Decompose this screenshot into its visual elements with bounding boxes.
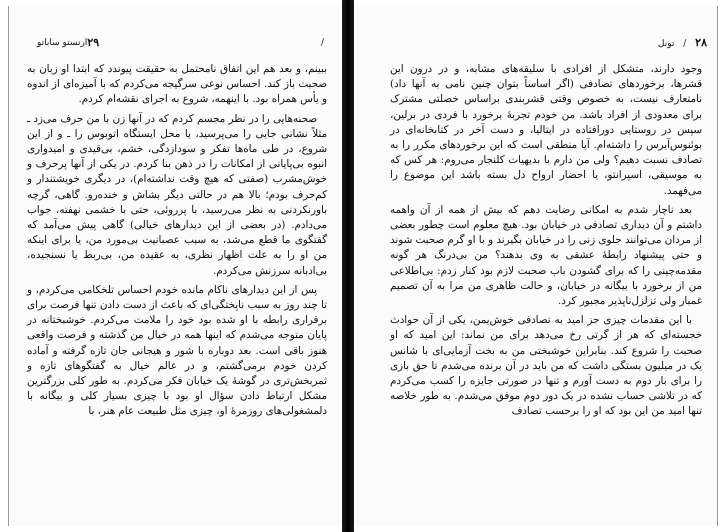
right-page-text xyxy=(390,62,702,424)
header-separator: / xyxy=(320,38,324,48)
right-page-header xyxy=(386,36,707,50)
paragraph: با این مقدمات چیزی جز امید به تصادفی خوش‌یمن، یکی از آن حوادث خجسته‌ای که هر از گرتی رخ می‌دهد برای من نماند: این امید که او صحبت را شروع کند. بنابراین خوشبختی من به بخت آزمایی‌ای با شانس یک در میلیون بستگی داشت که من باید در آن برنده می‌شدم تا حق بازی را برای بار دوم به دست آورم و تنها در صورتی جایزه را کسب می‌کردم که در تلاشی حساب نشده در یک دور دوم موفق می‌شدم. به طور خلاصه تنها امید من این بود که او را برحسب تصادف xyxy=(390,314,702,418)
right-page-number: ۲۸ xyxy=(695,36,707,49)
header-separator: / xyxy=(683,39,687,49)
left-running-head: ارنستو ساباتو xyxy=(37,38,88,48)
left-page-header xyxy=(29,36,330,50)
paragraph: بعد ناچار شدم به امکانی رضایت دهم که بیش از همه از آن واهمه داشتم و آن دیداری تصادفی در خیابان بود. هیچ معلوم است چطور بعضی از مردان می‌توانند جلوی زنی را در خیابان بگیرند و با او گرم صحبت شوند و حتی پیشنهاد رابطهٔ عشقی به وی بدهند؟ من بی‌درنگ هر گونه مقدمه‌چینی را که برای گشودن باب صحبت لازم بود کنار زدم: بی‌اطلاعی من از برخورد با بیگانه در خیابان، و حالت ظاهری من مرا به آن تصمیم غمبار ولی تزلزل‌ناپذیر مجبور کرد. xyxy=(390,203,702,308)
paragraph: صحنه‌هایی را در نظر مجسم کردم که در آنها زن با من حرف می‌زد ـ مثلاً نشانی جایی را می‌پرسید، یا محل ایستگاه اتوبوس را ـ و از این شروع، در طی ماه‌ها تفکر و سودازدگی، خشم، بی‌قیدی و امیدواری انبوه بی‌پایانی از امکانات را در ذهن بنا کردم. در یکی از آنها پرحرف و خوش‌مشرب (صفتی که هیچ وقت نداشته‌ام)، در دیگری خویشتندار و کم‌حرف بودم؛ بالا هم در حالتی دیگر بشاش و خنده‌رو. گاهی، گرچه باورنکردنی به نظر می‌رسید، با پرروئی، حتی با خشمی نهفته، جواب می‌دادم. (در بعضی از این دیدارهای خیالی) گاهی پیش می‌آمد که گفتگوی ما قطع می‌شد، به سبب عصبانیت بی‌مورد من، یا برای اینکه من او را به علت اظهار نظری، به عقیده من، بی‌ربط یا نسنجیده، بی‌ادبانه سرزنش می‌کردم. xyxy=(27,112,327,277)
book-spine xyxy=(342,0,354,532)
left-page-number: ۲۹ xyxy=(87,36,100,49)
left-page-text xyxy=(27,62,327,424)
paragraph: پس از این دیدارهای ناکام مانده خودم احساس تلخکامی می‌کردم، و تا چند روز به سبب ناپختگی‌ای که باعث از دست دادن تنها فرصت برای برقراری رابطه با او شده بود خود را ملامت می‌کردم. خوشبختانه در پایان متوجه می‌شدم که اینها همه در خیال من گذشته و فرصت واقعی هنوز باقی است. بعد دوباره با شور و هیجانی جان تازه گرفته و آماده کردن خودم برمی‌گشتم، و در عالم خیال به گفتگوهای تازه و ثمربخش‌تری در گوشهٔ یک خیابان فکر می‌کردم. به طور کلی بزرگترین مشکل ارتباط دادن سؤال او بود با چیزی بسیار کلی و بیگانه با دلمشغولی‌های روزمرهٔ او، چیزی مثل طبیعت عام هنر، با xyxy=(27,283,327,418)
paragraph: ببینم، و بعد هم این اتفاق نامحتمل به حقیقت پیوندد که ابتدا او زبان به صحبت باز کند. احساس نوعی سرگیجه می‌کردم که با آمیزه‌ای از اندوه و یأس همراه بود. با اینهمه، شروع به اجرای نقشه‌ام کردم. xyxy=(27,63,327,106)
right-page xyxy=(356,6,718,526)
paragraph: وجود دارند، متشکل از افرادی با سلیقه‌های مشابه، و در درون این قشرها، برخوردهای تصادفی (اگر اساساً بتوان چنین نامی به آنها داد) نامتعارف نیست، به خصوص وقتی قشربندی براساس خصلتی مشترک برای معدودی از افراد باشد. من خودم تجربهٔ برخورد با فردی در برلین، سپس در روستایی دورافتاده در ایتالیا، و دست آخر در کتابخانه‌ای در بوئنوس‌آیرس را داشته‌ام. آیا منطقی است که این برخوردهای مکرر را به تصادف نسبت دهیم؟ ولی من دارم با بدیهیات کلنجار می‌روم: هر کس که به موسیقی، اسپرانتو، یا احضار ارواح دل بسته باشد این موضوع را می‌فهمد. xyxy=(390,63,702,197)
left-page xyxy=(8,6,340,526)
right-running-head: تونل xyxy=(657,39,675,49)
